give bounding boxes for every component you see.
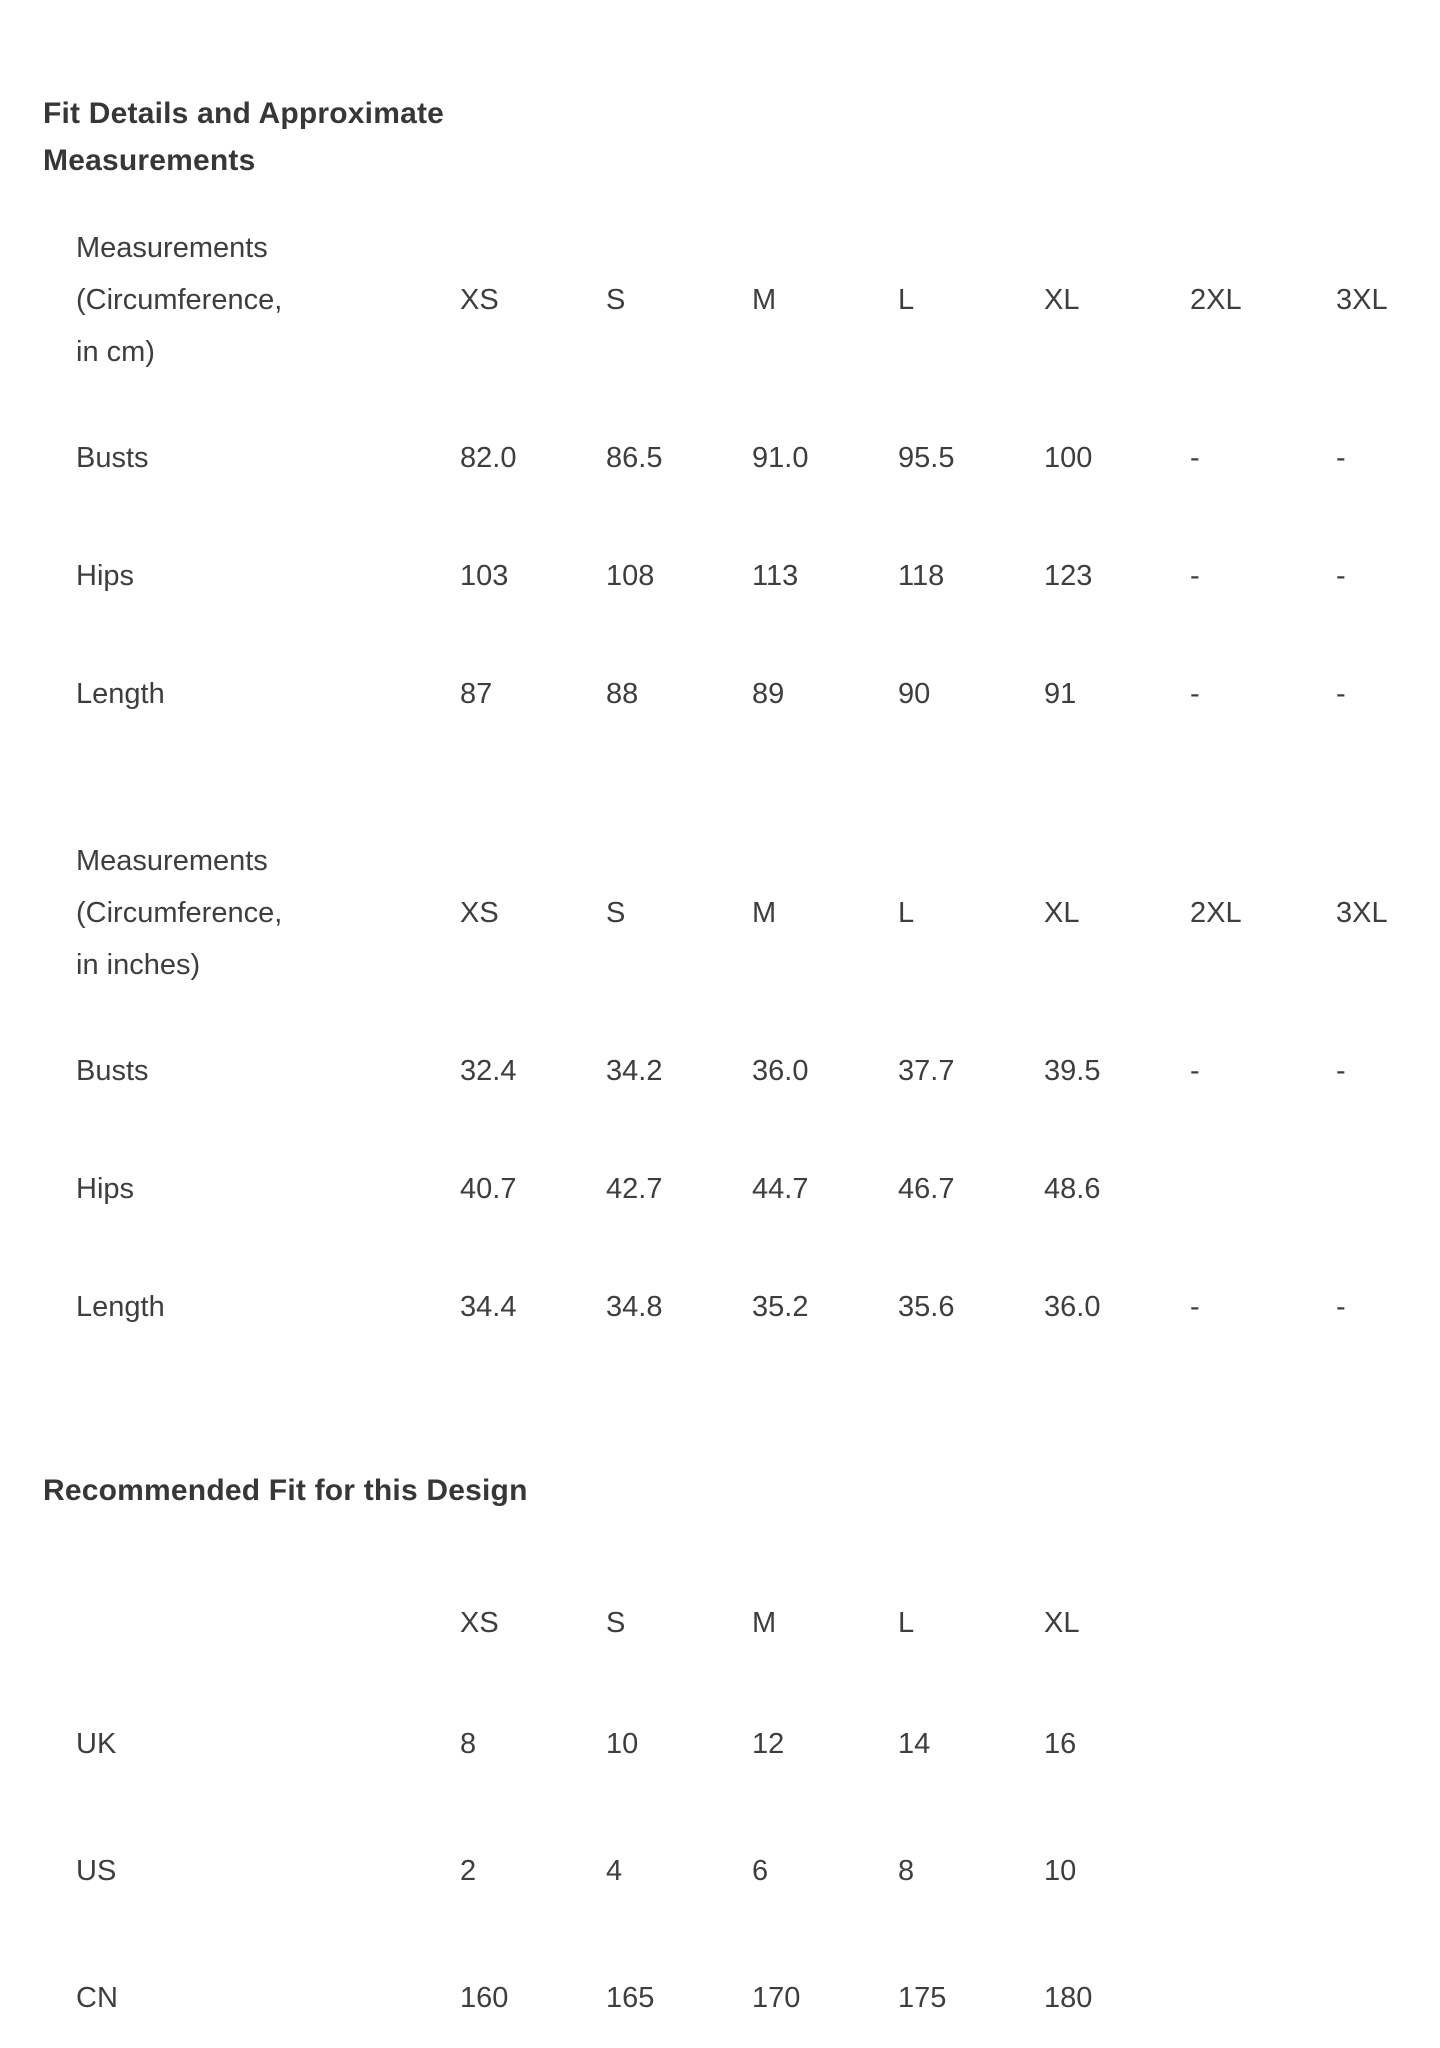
table-row-length	[76, 668, 1400, 720]
table-header-row	[76, 1602, 1400, 1644]
table-label	[76, 835, 460, 991]
table-row-hips	[76, 1163, 1400, 1215]
table-label-text: Measurements (Circumference, in cm)	[76, 232, 283, 368]
cell-value: -	[1190, 678, 1200, 710]
cell-value: 175	[898, 1982, 947, 2014]
cell-value: 88	[606, 678, 639, 710]
cell-value: 90	[898, 678, 931, 710]
cell-value: 36.0	[1044, 1291, 1101, 1323]
table-row-hips	[76, 550, 1400, 602]
cell-value: 39.5	[1044, 1055, 1101, 1087]
cell-value: -	[1336, 560, 1346, 592]
cell-value: 91.0	[752, 442, 809, 474]
column-header-l: L	[898, 897, 915, 929]
table-row-cn	[76, 1972, 1400, 2024]
row-label: Length	[76, 678, 165, 710]
recommended-fit-table	[76, 1602, 1400, 2024]
cell-value: 10	[606, 1728, 639, 1760]
cell-value: -	[1190, 442, 1200, 474]
row-label: UK	[76, 1728, 117, 1760]
cell-value: 180	[1044, 1982, 1093, 2014]
cell-value: 44.7	[752, 1173, 809, 1205]
cell-value: 95.5	[898, 442, 955, 474]
cell-value: -	[1336, 442, 1346, 474]
table-row-length	[76, 1281, 1400, 1333]
table-label	[76, 222, 460, 378]
cell-value: -	[1336, 678, 1346, 710]
row-label: Hips	[76, 560, 135, 592]
cell-value: -	[1190, 1291, 1200, 1323]
table-header-row	[76, 222, 1400, 378]
cell-value: 37.7	[898, 1055, 955, 1087]
column-header-s: S	[606, 897, 626, 929]
cell-value: 48.6	[1044, 1173, 1101, 1205]
cell-value: 34.4	[460, 1291, 517, 1323]
row-label: Busts	[76, 1055, 149, 1087]
column-header-s: S	[606, 284, 626, 316]
column-header-xl: XL	[1044, 284, 1080, 316]
cell-value: 108	[606, 560, 655, 592]
cell-value: 123	[1044, 560, 1093, 592]
cell-value: 89	[752, 678, 785, 710]
column-header-2xl: 2XL	[1190, 284, 1242, 316]
recommended-fit-heading: Recommended Fit for this Design	[43, 1474, 528, 1507]
cell-value: 46.7	[898, 1173, 955, 1205]
column-header-m: M	[752, 897, 777, 929]
cell-value: -	[1190, 1055, 1200, 1087]
cell-value: 113	[752, 560, 799, 592]
cell-value: 16	[1044, 1728, 1077, 1760]
cell-value: 10	[1044, 1855, 1077, 1887]
cell-value: -	[1190, 560, 1200, 592]
cell-value: 12	[752, 1728, 785, 1760]
row-label: Busts	[76, 442, 149, 474]
row-label: US	[76, 1855, 117, 1887]
row-label: CN	[76, 1982, 118, 2014]
cell-value: -	[1336, 1291, 1346, 1323]
cell-value: 35.6	[898, 1291, 955, 1323]
cell-value: -	[1336, 1055, 1346, 1087]
cell-value: 36.0	[752, 1055, 809, 1087]
column-header-3xl: 3XL	[1336, 897, 1388, 929]
cell-value: 160	[460, 1982, 509, 2014]
cell-value: 103	[460, 560, 509, 592]
cell-value: 86.5	[606, 442, 663, 474]
cell-value: 91	[1044, 678, 1077, 710]
row-label: Hips	[76, 1173, 135, 1205]
table-row-busts	[76, 432, 1400, 484]
column-header-xs: XS	[460, 1607, 499, 1639]
column-header-m: M	[752, 284, 777, 316]
column-header-3xl: 3XL	[1336, 284, 1388, 316]
cell-value: 42.7	[606, 1173, 663, 1205]
table-label-text: Measurements (Circumference, in inches)	[76, 845, 283, 981]
cell-value: 118	[898, 560, 945, 592]
column-header-xl: XL	[1044, 1607, 1080, 1639]
column-header-xs: XS	[460, 284, 499, 316]
table-row-us	[76, 1845, 1400, 1897]
column-header-2xl: 2XL	[1190, 897, 1242, 929]
column-header-s: S	[606, 1607, 626, 1639]
column-header-m: M	[752, 1607, 777, 1639]
column-header-l: L	[898, 1607, 915, 1639]
cell-value: 170	[752, 1982, 801, 2014]
fit-details-heading: Fit Details and Approximate Measurements	[43, 97, 445, 177]
measurements-table-cm	[76, 222, 1400, 720]
table-row-uk	[76, 1718, 1400, 1770]
cell-value: 34.2	[606, 1055, 663, 1087]
measurements-table-inches	[76, 835, 1400, 1333]
column-header-xs: XS	[460, 897, 499, 929]
table-header-row	[76, 835, 1400, 991]
cell-value: 82.0	[460, 442, 517, 474]
cell-value: 100	[1044, 442, 1093, 474]
cell-value: 165	[606, 1982, 655, 2014]
table-row-busts	[76, 1045, 1400, 1097]
row-label: Length	[76, 1291, 165, 1323]
column-header-xl: XL	[1044, 897, 1080, 929]
cell-value: 34.8	[606, 1291, 663, 1323]
cell-value: 2	[460, 1855, 477, 1887]
cell-value: 87	[460, 678, 493, 710]
cell-value: 8	[898, 1855, 915, 1887]
cell-value: 32.4	[460, 1055, 517, 1087]
cell-value: 40.7	[460, 1173, 517, 1205]
cell-value: 14	[898, 1728, 931, 1760]
cell-value: 6	[752, 1855, 769, 1887]
cell-value: 35.2	[752, 1291, 809, 1323]
cell-value: 8	[460, 1728, 477, 1760]
column-header-l: L	[898, 284, 915, 316]
cell-value: 4	[606, 1855, 623, 1887]
